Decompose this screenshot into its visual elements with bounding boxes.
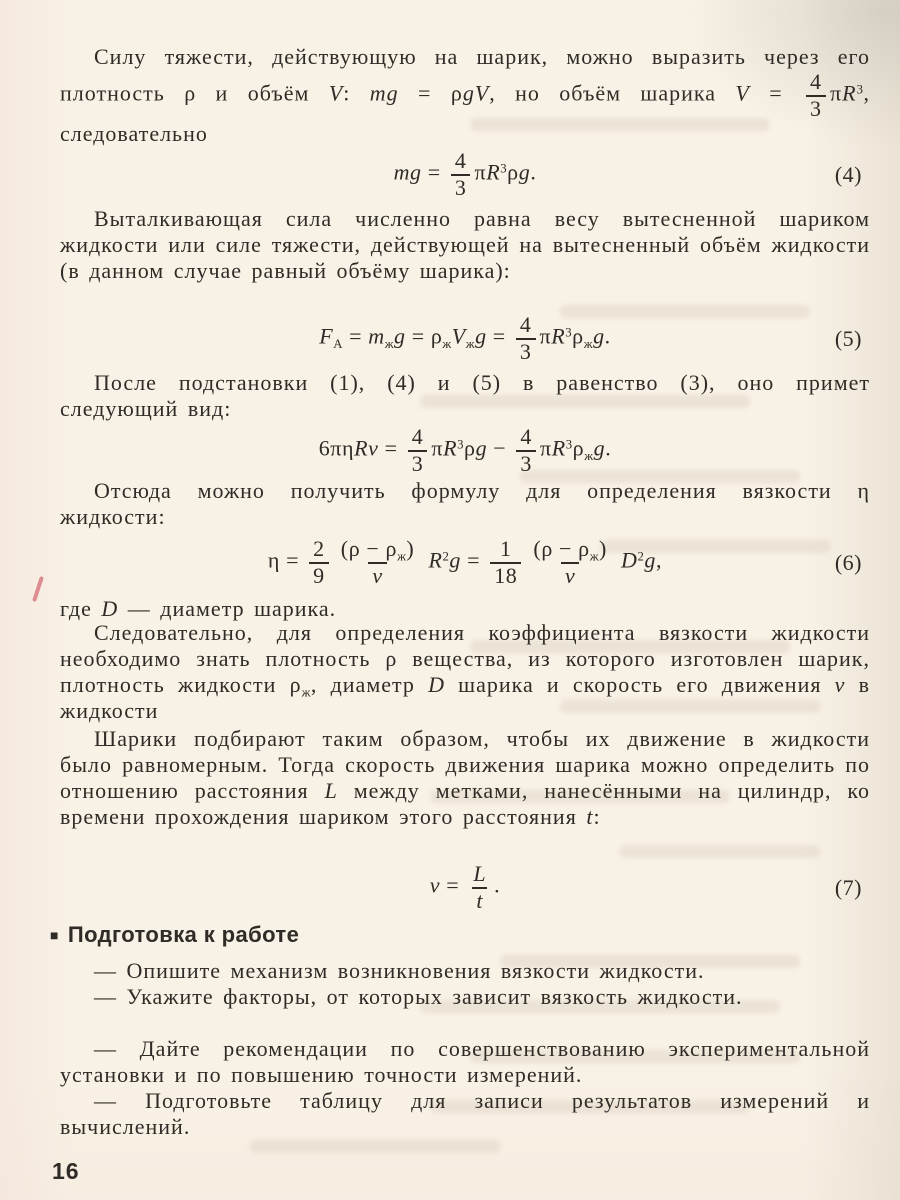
task-item: — Дайте рекомендации по совершенствованию экспериментальной установки и по повышению точности измерений. [60, 1036, 870, 1087]
equation-body: v = $\frac{L}{t}$ . [429, 861, 501, 913]
paragraph-where-d: где D — диаметр шарика. [60, 596, 337, 621]
bleed-through-line [250, 1140, 500, 1153]
equation-number: (6) [834, 550, 862, 575]
equation-number: (4) [834, 162, 862, 187]
section-heading-label: Подготовка к работе [67, 922, 300, 947]
pen-mark [32, 576, 44, 602]
square-bullet-icon: ■ [50, 927, 59, 943]
task-item: — Подготовьте таблицу для записи результатов измерений и вычислений. [60, 1088, 870, 1139]
paragraph-substitution: После подстановки (1), (4) и (5) в равенство (3), оно примет следующий вид: [60, 370, 870, 421]
equation-number: (5) [834, 326, 862, 351]
equation-6 [60, 532, 870, 594]
paragraph-gravity-force: Силу тяжести, действующую на шарик, можно выразить через его плотность ρ и объём V: mg = ρgV, но объём шарика V = $\frac{4}{3}$ $\pi R^3$, следовательно [60, 44, 870, 147]
task-item: — Опишите механизм возникновения вязкости жидкости. [94, 958, 705, 983]
equation-body: η = $\frac{2}{9}$ $\frac{(\rho - \rho_ж)}{v}$ $R^2g$ = $\frac{1}{18}$ $\frac{(\rho - \rho_ж)}{v}$ $D^2g$, [267, 536, 663, 588]
equation-body: 6πηRv = $\frac{4}{3}$ $\pi R^3\rho g$ − $\frac{4}{3}$ $\pi R^3\rho_жg$. [318, 424, 612, 476]
equation-body: $F_А = m_жg = \rho_жV_жg$ = $\frac{4}{3}$ $\pi R^3\rho_жg$. [319, 312, 611, 364]
equation-body: mg = $\frac{4}{3}$ $\pi R^3\rho g$. [393, 148, 537, 200]
paragraph-buoyant-force: Выталкивающая сила численно равна весу вытесненной шариком жидкости или силе тяжести, действующей на вытесненный объём жидкости (в данном случае равный объёму шарика): [60, 206, 870, 283]
equation-number: (7) [834, 875, 862, 900]
task-item: — Укажите факторы, от которых зависит вязкость жидкости. [94, 984, 743, 1009]
bleed-through-line [620, 845, 820, 858]
paragraph-viscosity-intro: Отсюда можно получить формулу для определения вязкости η жидкости: [60, 478, 870, 529]
paragraph-therefore: Следовательно, для определения коэффициента вязкости жидкости необходимо знать плотность ρ вещества, из которого изготовлен шарик, плотность жидкости $\rho_ж$, диаметр D шарика и скорость его движения v в жидкости [60, 620, 870, 723]
section-heading-preparation [50, 922, 299, 948]
equation-4 [60, 148, 870, 202]
page-number: 16 [52, 1158, 80, 1184]
equation-balance [60, 424, 870, 478]
equation-7 [60, 858, 870, 918]
equation-5 [60, 312, 870, 366]
paragraph-ball-motion: Шарики подбирают таким образом, чтобы их движение в жидкости было равномерным. Тогда скорость движения шарика можно определить по отношению расстояния L между метками, нанесёнными на цилиндр, ко времени прохождения шариком этого расстояния t: [60, 726, 870, 829]
